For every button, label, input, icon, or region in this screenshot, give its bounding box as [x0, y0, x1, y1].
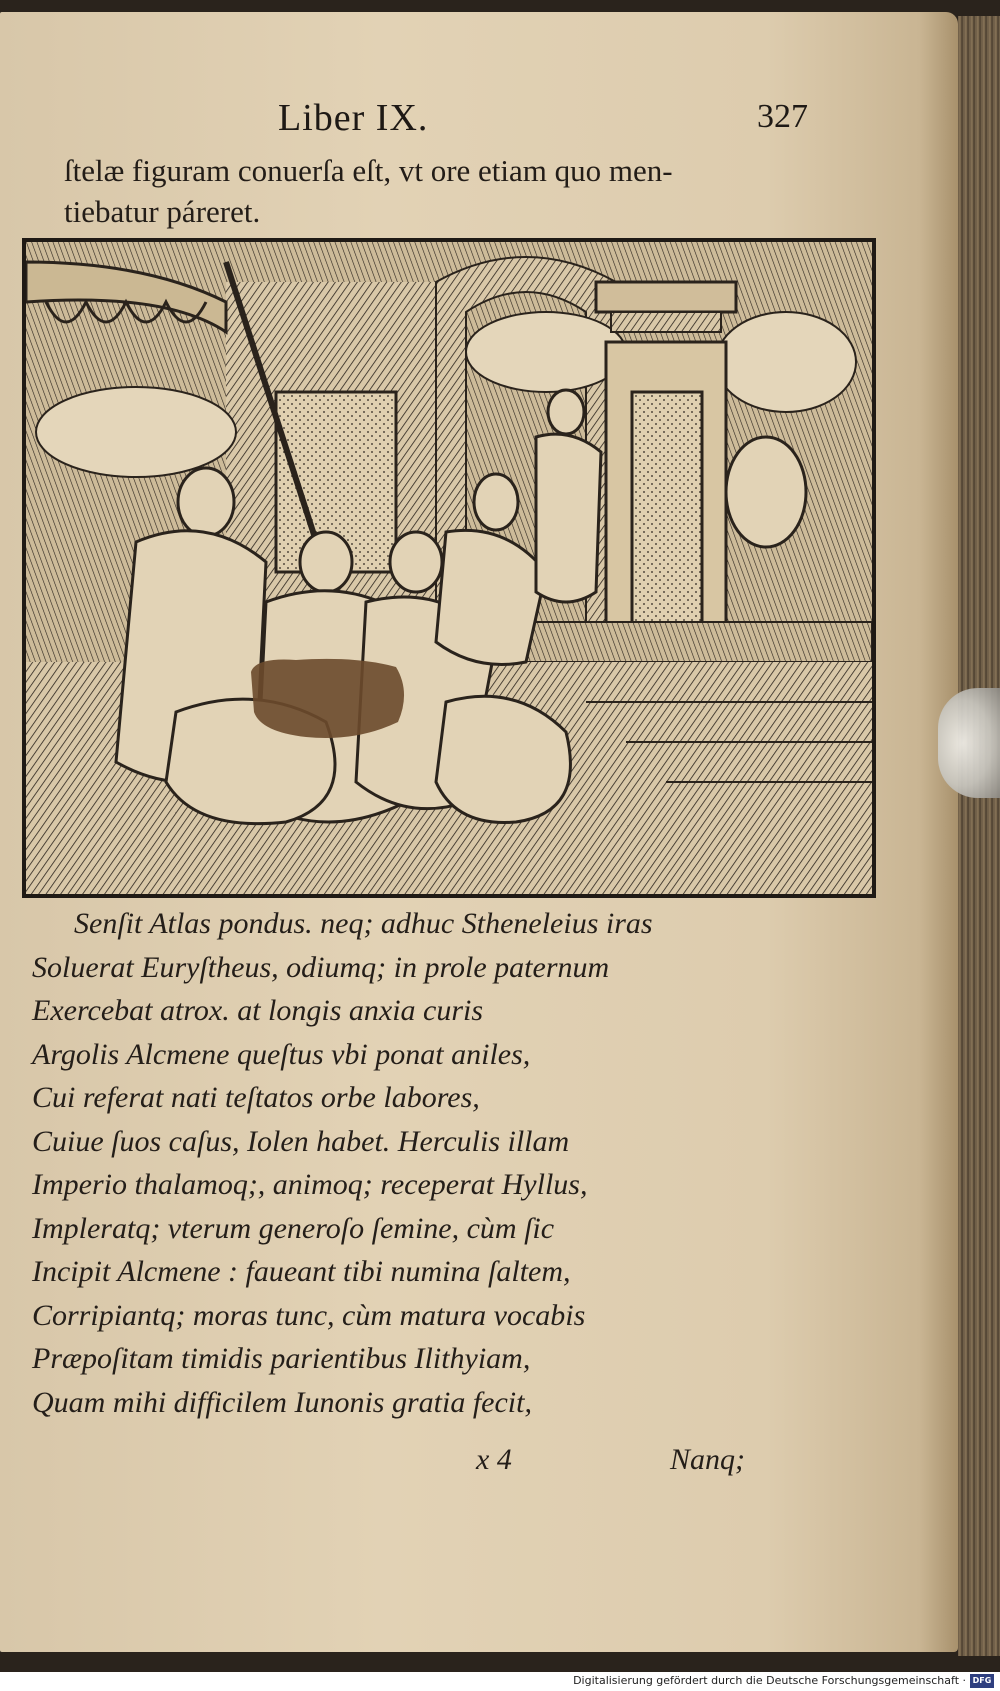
dfg-logo-icon: DFG	[970, 1674, 994, 1688]
verse-line: Soluerat Euryſtheus, odiumq; in prole paternum	[32, 950, 610, 984]
page-clip	[938, 688, 1000, 798]
signature-mark: x 4	[476, 1443, 512, 1476]
verse-line: Corripiantq; moras tunc, cùm matura vocabis	[32, 1298, 586, 1332]
verse-line: Impleratq; vterum generoſo ſemine, cùm ſic	[32, 1211, 555, 1245]
page-header	[278, 96, 808, 146]
verse-line: Incipit Alcmene : faueant tibi numina ſaltem,	[32, 1255, 571, 1288]
verse-line: Cuiue ſuos caſus, Iolen habet. Herculis illam	[32, 1124, 570, 1158]
verse-line: Argolis Alcmene queſtus vbi ponat aniles,	[32, 1037, 531, 1071]
prose-line: tiebatur páreret.	[64, 194, 261, 229]
running-head: Liber IX.	[278, 97, 429, 139]
page-number: 327	[757, 98, 808, 135]
prose-line: ſtelæ figuram conuerſa eſt, vt ore etiam quo men-	[64, 153, 673, 188]
credit-bar	[0, 1672, 1000, 1691]
prose-text	[64, 150, 844, 232]
page-footer	[0, 1443, 900, 1483]
catchword: Nanq;	[670, 1443, 745, 1476]
verse-line: Senſit Atlas pondus. neq; adhuc Stheneleius iras	[74, 907, 653, 940]
verse-line: Imperio thalamoq;, animoq; receperat Hyllus,	[32, 1168, 588, 1201]
page-edges	[958, 16, 1000, 1656]
credit-text: Digitalisierung gefördert durch die Deutsche Forschungsgemeinschaft ·	[573, 1674, 966, 1687]
verse-line: Præpoſitam timidis parientibus Ilithyiam,	[32, 1342, 531, 1375]
verse-line: Quam mihi difficilem Iunonis gratia fecit,	[32, 1385, 532, 1419]
verse-line: Cui referat nati teſtatos orbe labores,	[32, 1081, 480, 1114]
verse-line: Exercebat atrox. at longis anxia curis	[32, 994, 484, 1027]
verse-text	[32, 902, 892, 1424]
woodcut-illustration	[22, 238, 876, 898]
woodcut-illustration-icon	[26, 242, 872, 894]
